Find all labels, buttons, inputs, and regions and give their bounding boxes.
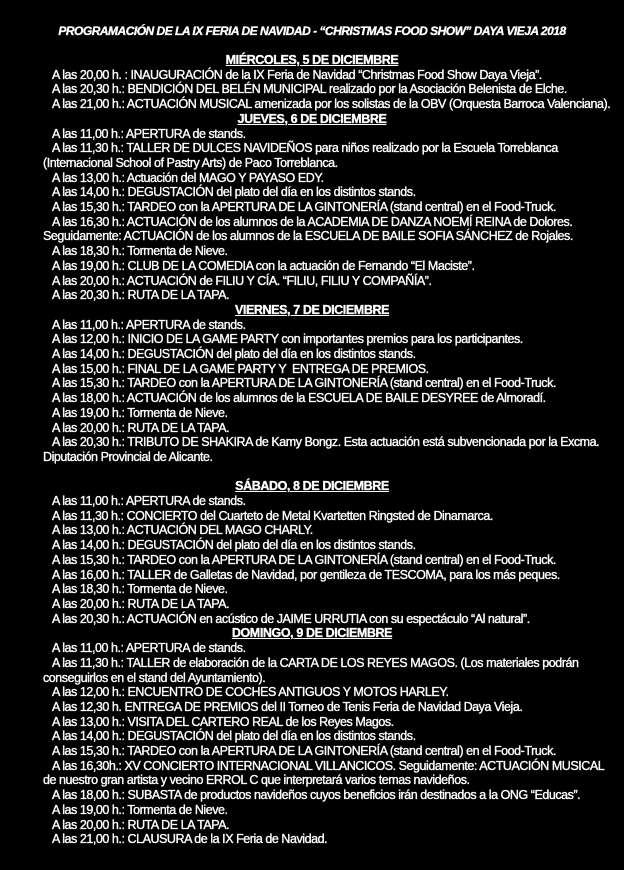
event-line: A las 20,00 h. : INAUGURACIÓN de la IX Feria de Navidad “Christmas Food Show Daya Vieja”. xyxy=(52,67,542,82)
schedule xyxy=(0,53,624,847)
event-line: A las 12,00 h.: INICIO DE LA GAME PARTY con importantes premios para los participantes. xyxy=(52,332,523,347)
event-line: A las 16,00 h.: TALLER de Galletas de Navidad, por gentileza de TESCOMA, para los más peques. xyxy=(52,567,560,582)
event-line: A las 20,00 h.: RUTA DE LA TAPA. xyxy=(52,817,230,832)
day-section xyxy=(0,303,624,465)
event-line: A las 20,00 h.: RUTA DE LA TAPA. xyxy=(52,597,230,611)
event-line: A las 20,00 h.: RUTA DE LA TAPA. xyxy=(52,420,230,435)
event-line: A las 15,30 h.: TARDEO con la APERTURA DE LA GINTONERÍA (stand central) en el Food-Truck. xyxy=(52,552,556,567)
day-header: JUEVES, 6 DE DICIEMBRE xyxy=(237,111,387,126)
event-line: A las 14,00 h.: DEGUSTACIÓN del plato del día en los distintos stands. xyxy=(52,347,416,362)
event-line: A las 12,30 h. ENTREGA DE PREMIOS del II Torneo de Tenis Feria de Navidad Daya Vieja. xyxy=(52,699,523,714)
event-line: A las 13,00 h.: VISITA DEL CARTERO REAL de los Reyes Magos. xyxy=(52,714,394,729)
day-header: MIÉRCOLES, 5 DE DICIEMBRE xyxy=(225,53,399,67)
event-line: A las 15,30 h.: TARDEO con la APERTURA DE LA GINTONERÍA (stand central) en el Food-Truck. xyxy=(52,200,556,215)
event-line: A las 14,00 h.: DEGUSTACIÓN del plato del día en los distintos stands. xyxy=(52,538,416,553)
event-line: A las 15,00 h.: FINAL DE LA GAME PARTY Y ENTREGA DE PREMIOS. xyxy=(52,361,429,376)
day-header: DOMINGO, 9 DE DICIEMBRE xyxy=(231,626,393,641)
event-line: A las 11,00 h.: APERTURA de stands. xyxy=(52,317,246,332)
event-line: A las 14,00 h.: DEGUSTACIÓN del plato del día en los distintos stands. xyxy=(52,729,416,744)
day-section xyxy=(0,479,624,626)
event-line: A las 21,00 h.: CLAUSURA de la IX Feria de Navidad. xyxy=(52,832,328,847)
event-line: A las 15,30 h.: TARDEO con la APERTURA DE LA GINTONERÍA (stand central) en el Food-Truck. xyxy=(52,376,556,391)
event-line: A las 18,00 h.: ACTUACIÓN de los alumnos de la ESCUELA DE BAILE DESYREE de Almoradí. xyxy=(52,391,546,406)
event-line: A las 18,00 h.: SUBASTA de productos navideños cuyos beneficios irán destinados a la ONG “Educas”. xyxy=(52,788,581,803)
event-line: A las 16,30 h.: ACTUACIÓN de los alumnos de la ACADEMIA DE DANZA NOEMÍ REINA de Dolores. Seguidamente: ACTUACIÓN de los alumnos de la ESCUELA DE BAILE SOFIA SÁNCHEZ de Rojales. xyxy=(43,214,576,244)
event-line: A las 13,00 h.: ACTUACIÓN DEL MAGO CHARLY. xyxy=(52,523,313,538)
event-line: A las 11,00 h.: APERTURA de stands. xyxy=(52,126,246,141)
event-line: A las 19,00 h.: Tormenta de Nieve. xyxy=(52,405,228,420)
document-title: PROGRAMACIÓN DE LA IX FERIA DE NAVIDAD - “CHRISTMAS FOOD SHOW” DAYA VIEJA 2018 xyxy=(58,24,566,38)
event-line: A las 11,00 h.: APERTURA de stands. xyxy=(52,641,246,656)
event-line: A las 20,30 h.: RUTA DE LA TAPA. xyxy=(52,288,230,303)
event-line: A las 20,30 h.: ACTUACIÓN en acústico de JAIME URRUTIA con su espectáculo “Al natural”. xyxy=(52,611,530,626)
event-line: A las 20,30 h.: BENDICIÓN DEL BELÉN MUNICIPAL realizado por la Asociación Belenista de Elche. xyxy=(52,82,567,97)
day-section xyxy=(0,53,624,112)
event-line: A las 11,30 h.: TALLER de elaboración de la CARTA DE LOS REYES MAGOS. (Los materiales podrán conseguirlos en el stand del Ayuntamiento). xyxy=(43,655,582,685)
event-line: A las 16,30h.: XV CONCIERTO INTERNACIONAL VILLANCICOS. Seguidamente: ACTUACIÓN MUSICAL de nuestro gran artista y vecino ERROL C que interpretará varios temas navideños. xyxy=(43,758,607,788)
event-line: A las 18,30 h.: Tormenta de Nieve. xyxy=(52,244,228,259)
event-line: A las 21,00 h.: ACTUACIÓN MUSICAL amenizada por los solistas de la OBV (Orquesta Barroca Valenciana). xyxy=(52,97,611,112)
event-line: A las 20,00 h.: ACTUACIÓN de FILIU Y CÍA. “FILIU, FILIU Y COMPAÑÍA”. xyxy=(52,273,432,288)
day-section xyxy=(0,626,624,847)
day-header: VIERNES, 7 DE DICIEMBRE xyxy=(234,302,390,317)
event-line: A las 11,30 h.: CONCIERTO del Cuarteto de Metal Kvartetten Ringsted de Dinamarca. xyxy=(52,508,493,523)
event-line: A las 20,30 h.: TRIBUTO DE SHAKIRA de Kamy Bongz. Esta actuación está subvencionada por la Excma. Diputación Provincial de Alicante. xyxy=(43,435,603,464)
event-line: A las 12,00 h.: ENCUENTRO DE COCHES ANTIGUOS Y MOTOS HARLEY. xyxy=(52,685,449,700)
event-line: A las 19,00 h.: Tormenta de Nieve. xyxy=(52,802,228,817)
day-section xyxy=(0,112,624,303)
event-line: A las 19,00 h.: CLUB DE LA COMEDIA con la actuación de Fernando “El Maciste”. xyxy=(52,258,475,273)
event-line: A las 14,00 h.: DEGUSTACIÓN del plato del día en los distintos stands. xyxy=(52,185,416,200)
event-line: A las 18,30 h.: Tormenta de Nieve. xyxy=(52,582,228,597)
day-header: SÁBADO, 8 DE DICIEMBRE xyxy=(235,479,389,494)
event-line: A las 11,00 h.: APERTURA de stands. xyxy=(52,494,246,509)
event-line: A las 15,30 h.: TARDEO con la APERTURA DE LA GINTONERÍA (stand central) en el Food-Truck. xyxy=(52,744,556,759)
event-line: A las 11,30 h.: TALLER DE DULCES NAVIDEÑOS para niños realizado por la Escuela Torreblanca (Internacional School of Pastry Arts) de Paco Torreblanca. xyxy=(43,141,561,170)
event-line: A las 13,00 h.: Actuación del MAGO Y PAYASO EDY. xyxy=(52,170,324,185)
